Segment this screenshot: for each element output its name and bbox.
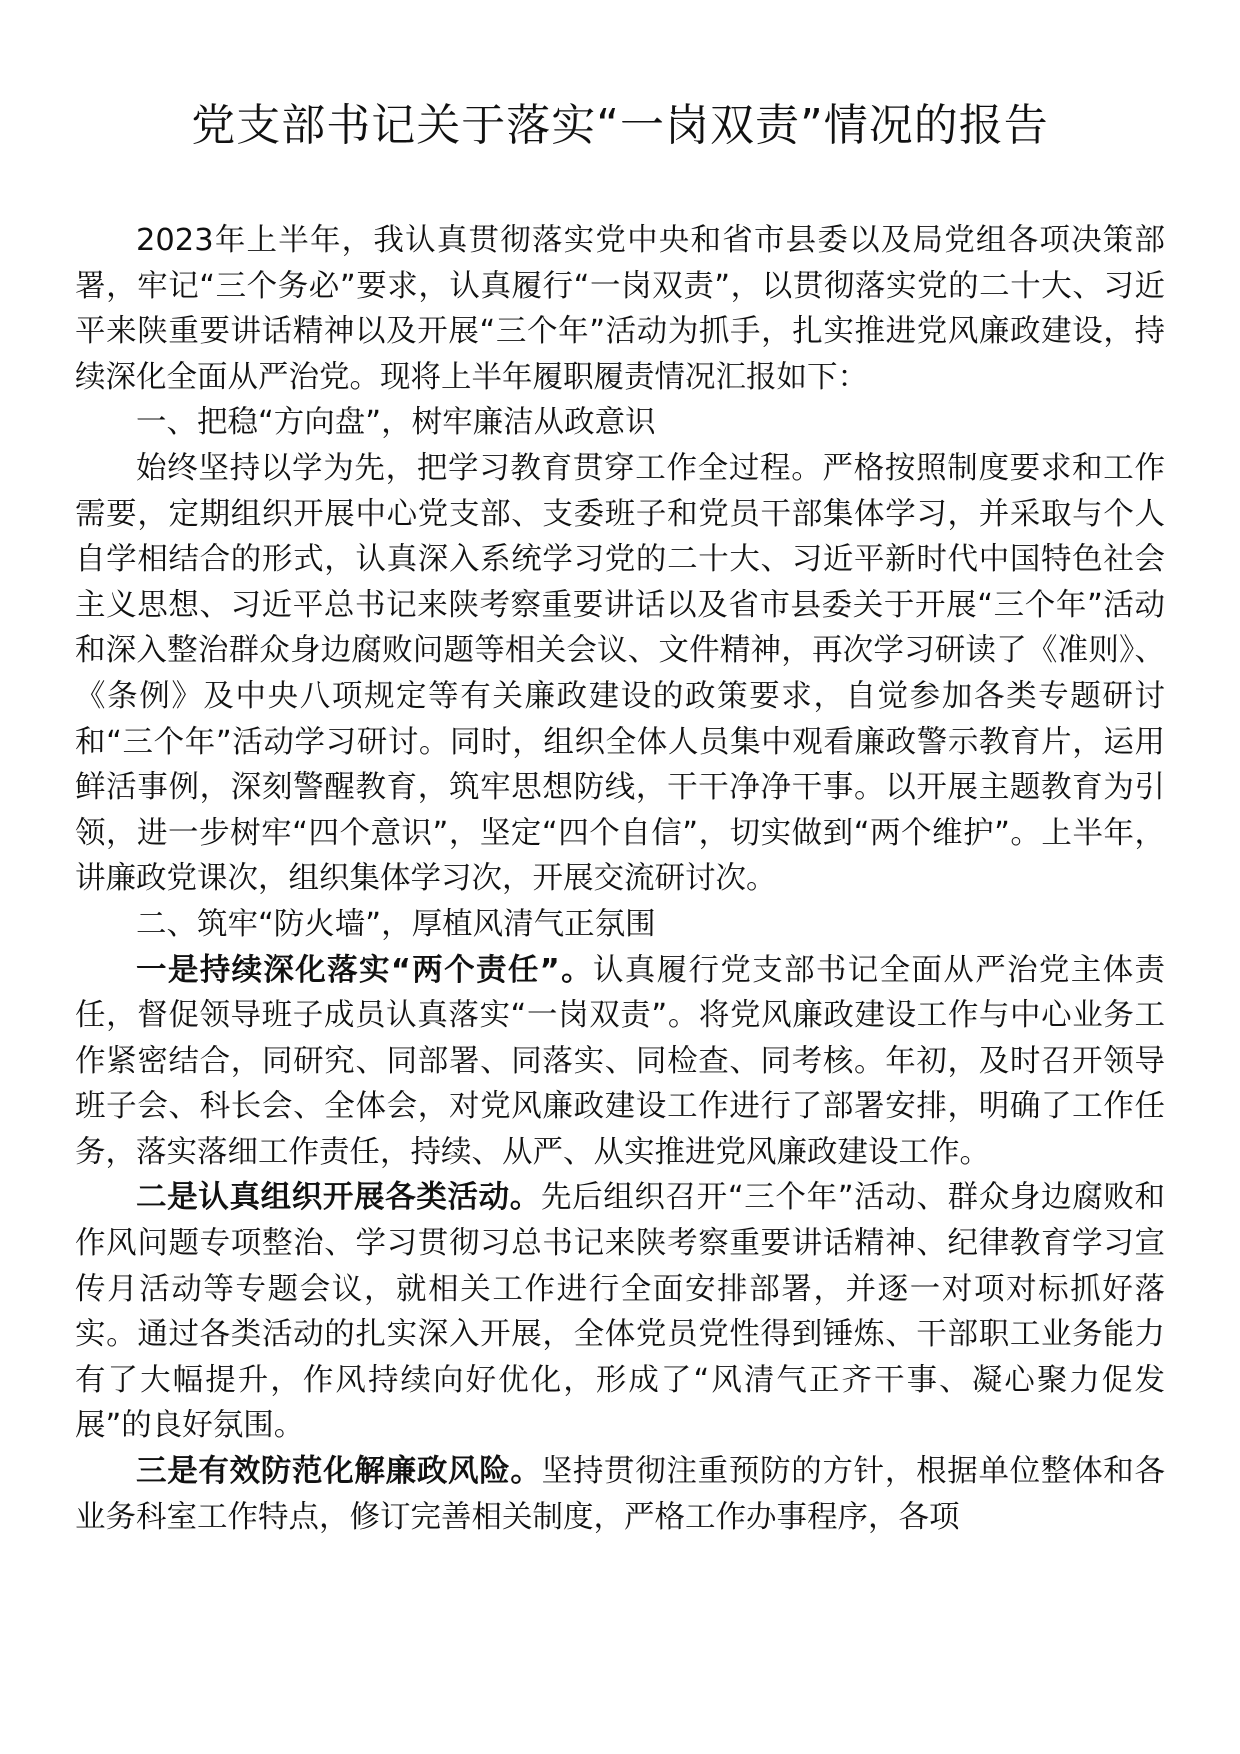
item-2-lead: 二是认真组织开展各类活动。	[136, 1180, 541, 1216]
section-2-item-1	[75, 948, 1165, 1176]
document-title: 党支部书记关于落实“一岗双责”情况的报告	[191, 100, 1049, 151]
intro-paragraph: 2023年上半年，我认真贯彻落实党中央和省市县委以及局党组各项决策部署，牢记“三个务必”要求，认真履行“一岗双责”，以贯彻落实党的二十大、习近平来陕重要讲话精神以及开展“三个年”活动为抓手，扎实推进党风廉政建设，持续深化全面从严治党。现将上半年履职履责情况汇报如下：	[75, 223, 1165, 395]
item-3-text: 坚持贯彻注重预防的方针，根据单位整体和各业务科室工作特点，修订完善相关制度，严格工作办事程序，各项	[75, 1454, 1165, 1535]
section-2-item-2	[75, 1175, 1165, 1449]
section-2-heading: 二、筑牢“防火墙”，厚植风清气正氛围	[136, 906, 656, 942]
item-3-lead: 三是有效防范化解廉政风险。	[136, 1454, 542, 1490]
document-body	[75, 218, 1165, 1540]
item-1-text: 认真履行党支部书记全面从严治党主体责任，督促领导班子成员认真落实“一岗双责”。将党风廉政建设工作与中心业务工作紧密结合，同研究、同部署、同落实、同检查、同考核。年初，及时召开领导班子会、科长会、全体会，对党风廉政建设工作进行了部署安排，明确了工作任务，落实落细工作责任，持续、从严、从实推进党风廉政建设工作。	[75, 952, 1165, 1170]
section-2-item-3	[75, 1449, 1165, 1540]
item-1-lead: 一是持续深化落实“两个责任”。	[136, 952, 593, 988]
item-2-text: 先后组织召开“三个年”活动、群众身边腐败和作风问题专项整治、学习贯彻习总书记来陕考察重要讲话精神、纪律教育学习宣传月活动等专题会议，就相关工作进行全面安排部署，并逐一对项对标抓好落实。通过各类活动的扎实深入开展，全体党员党性得到锤炼、干部职工业务能力有了大幅提升，作风持续向好优化，形成了“风清气正齐干事、凝心聚力促发展”的良好氛围。	[75, 1180, 1166, 1444]
section-1-paragraph: 始终坚持以学为先，把学习教育贯穿工作全过程。严格按照制度要求和工作需要，定期组织开展中心党支部、支委班子和党员干部集体学习，并采取与个人自学相结合的形式，认真深入系统学习党的二十大、习近平新时代中国特色社会主义思想、习近平总书记来陕考察重要讲话以及省市县委关于开展“三个年”活动和深入整治群众身边腐败问题等相关会议、文件精神，再次学习研读了《准则》、《条例》及中央八项规定等有关廉政建设的政策要求，自觉参加各类专题研讨和“三个年”活动学习研讨。同时，组织全体人员集中观看廉政警示教育片，运用鲜活事例，深刻警醒教育，筑牢思想防线，干干净净干事。以开展主题教育为引领，进一步树牢“四个意识”，坚定“四个自信”，切实做到“两个维护”。上半年，讲廉政党课次，组织集体学习次，开展交流研讨次。	[75, 450, 1165, 897]
section-1-heading: 一、把稳“方向盘”，树牢廉洁从政意识	[136, 405, 656, 441]
